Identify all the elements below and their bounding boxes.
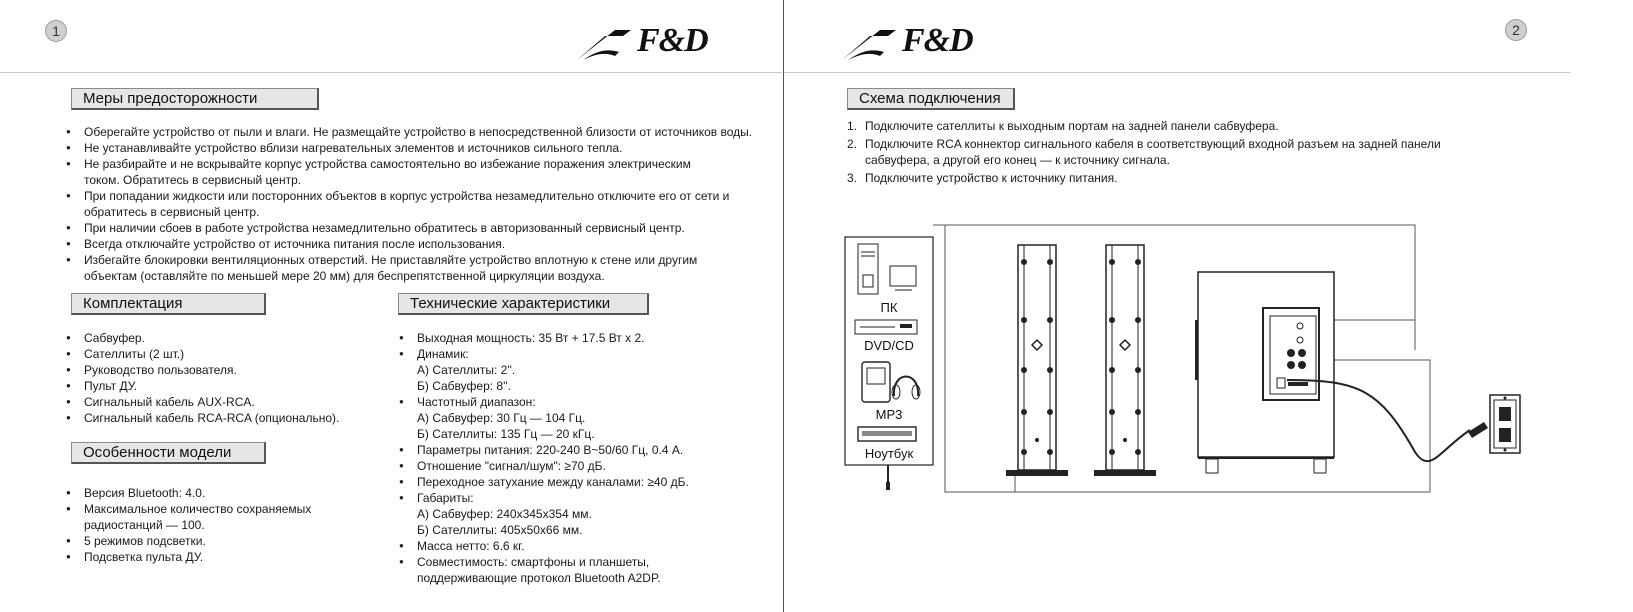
- list-item: ● Оберегайте устройство от пыли и влаги. Не размещайте устройство в непосредственной близости от источников воды.: [66, 124, 756, 140]
- spec-main: Отношение "сигнал/шум": ≥70 дБ.: [417, 459, 606, 473]
- specs-list: [399, 330, 739, 586]
- list-item: ● При попадании жидкости или посторонних объектов в корпус устройства незамедлительно отключите его от сети и обратитесь в сервисный центр.: [66, 188, 744, 220]
- step-text: Подключите сателлиты к выходным портам на задней панели сабвуфера.: [865, 119, 1279, 133]
- connection-diagram: [840, 220, 1540, 500]
- source-label-pc: ПК: [880, 300, 898, 315]
- spec-main: Динамик:: [417, 347, 469, 361]
- spec-sub: Б) Сателлиты: 135 Гц — 20 кГц.: [417, 427, 595, 441]
- list-item: ● Сигнальный кабель AUX-RCA.: [66, 394, 366, 410]
- power-outlet-icon: [1468, 395, 1520, 453]
- list-item: [399, 330, 739, 346]
- dvd-player-icon: [855, 320, 917, 334]
- features-list: [66, 485, 326, 565]
- package-list: [66, 330, 366, 426]
- list-item: ● Пульт ДУ.: [66, 378, 366, 394]
- features-heading: Особенности модели: [71, 442, 266, 464]
- precautions-heading: Меры предосторожности: [71, 88, 319, 110]
- list-item: ● 5 режимов подсветки.: [66, 533, 326, 549]
- list-item: [847, 118, 1467, 134]
- list-item: [399, 394, 739, 442]
- list-item: [399, 554, 687, 586]
- spec-main: Выходная мощность: 35 Вт + 17.5 Вт x 2.: [417, 331, 645, 345]
- page-divider: [783, 0, 784, 612]
- laptop-icon: [858, 427, 916, 441]
- list-item: ● Всегда отключайте устройство от источника питания после использования.: [66, 236, 756, 252]
- spec-main: Масса нетто: 6.6 кг.: [417, 539, 525, 553]
- satellite-speaker-left: [1006, 245, 1068, 476]
- list-item: ● Избегайте блокировки вентиляционных отверстий. Не приставляйте устройство вплотную к стене или другим объектам (оставляйте по меньшей мере 20 мм) для беспрепятственной циркуляции воздуха.: [66, 252, 724, 284]
- logo-text: F&D: [902, 22, 973, 59]
- source-label-laptop: Ноутбук: [864, 446, 914, 461]
- brand-logo-left: [575, 22, 735, 64]
- step-number: 3.: [847, 171, 858, 185]
- step-number: 1.: [847, 119, 858, 133]
- list-item: [399, 490, 739, 538]
- spec-main: Частотный диапазон:: [417, 395, 536, 409]
- step-number: 2.: [847, 137, 858, 151]
- subwoofer: [1195, 272, 1334, 473]
- list-item: ● Сателлиты (2 шт.): [66, 346, 366, 362]
- spec-sub: А) Сабвуфер: 240x345x354 мм.: [417, 507, 592, 521]
- page-number-left: 1: [45, 20, 67, 42]
- step-text: Подключите RCA коннектор сигнального кабеля в соответствующий входной разъем на задней панели сабвуфера, а другой его конец — к источнику сигнала.: [865, 137, 1441, 167]
- spec-main: Переходное затухание между каналами: ≥40 дБ.: [417, 475, 689, 489]
- spec-sub: Б) Сателлиты: 405x50x66 мм.: [417, 523, 583, 537]
- list-item: [847, 136, 1465, 168]
- pc-icon: [858, 244, 916, 294]
- package-heading: Комплектация: [71, 293, 266, 315]
- list-item: [847, 170, 1467, 186]
- step-text: Подключите устройство к источнику питания.: [865, 171, 1118, 185]
- header-divider-left: [0, 72, 782, 73]
- spec-main: Габариты:: [417, 491, 474, 505]
- specs-heading: Технические характеристики: [398, 293, 649, 315]
- list-item: ● Сабвуфер.: [66, 330, 366, 346]
- list-item: ● Руководство пользователя.: [66, 362, 366, 378]
- logo-text: F&D: [637, 22, 708, 59]
- page-number-right: 2: [1505, 19, 1527, 41]
- list-item: ● Максимальное количество сохраняемых радиостанций — 100.: [66, 501, 324, 533]
- list-item: [399, 346, 739, 394]
- spec-main: Параметры питания: 220-240 В~50/60 Гц, 0.4 А.: [417, 443, 684, 457]
- spec-sub: Б) Сабвуфер: 8''.: [417, 379, 512, 393]
- mp3-player-icon: [862, 362, 920, 402]
- list-item: ● Сигнальный кабель RCA-RCA (опционально).: [66, 410, 366, 426]
- connection-heading: Схема подключения: [847, 88, 1015, 110]
- list-item: [399, 442, 739, 458]
- source-label-mp3: MP3: [875, 407, 903, 422]
- spec-sub: А) Сателлиты: 2''.: [417, 363, 516, 377]
- diagram-drawing: [840, 220, 1540, 500]
- list-item: ● При наличии сбоев в работе устройства незамедлительно обратитесь в авторизованный сервисный центр.: [66, 220, 756, 236]
- precautions-list: [66, 124, 756, 284]
- logo-swoosh-icon: [840, 22, 900, 64]
- list-item: [399, 474, 739, 490]
- satellite-speaker-right: [1094, 245, 1156, 476]
- list-item: ● Версия Bluetooth: 4.0.: [66, 485, 326, 501]
- list-item: [399, 458, 739, 474]
- spec-sub: А) Сабвуфер: 30 Гц — 104 Гц.: [417, 411, 586, 425]
- connection-steps: [847, 118, 1467, 188]
- list-item: [399, 538, 739, 554]
- list-item: ● Не разбирайте и не вскрывайте корпус устройства самостоятельно во избежание поражения электрическим током. Обратитесь в сервисный центр.: [66, 156, 724, 188]
- source-label-dvd: DVD/CD: [864, 338, 914, 353]
- list-item: ● Подсветка пульта ДУ.: [66, 549, 326, 565]
- header-divider-right: [784, 72, 1570, 73]
- brand-logo-right: [840, 22, 1000, 64]
- list-item: ● Не устанавливайте устройство вблизи нагревательных элементов и источников сильного тепла.: [66, 140, 756, 156]
- logo-swoosh-icon: [575, 22, 635, 64]
- spec-main: Совместимость: смартфоны и планшеты, поддерживающие протокол Bluetooth A2DP.: [417, 555, 661, 585]
